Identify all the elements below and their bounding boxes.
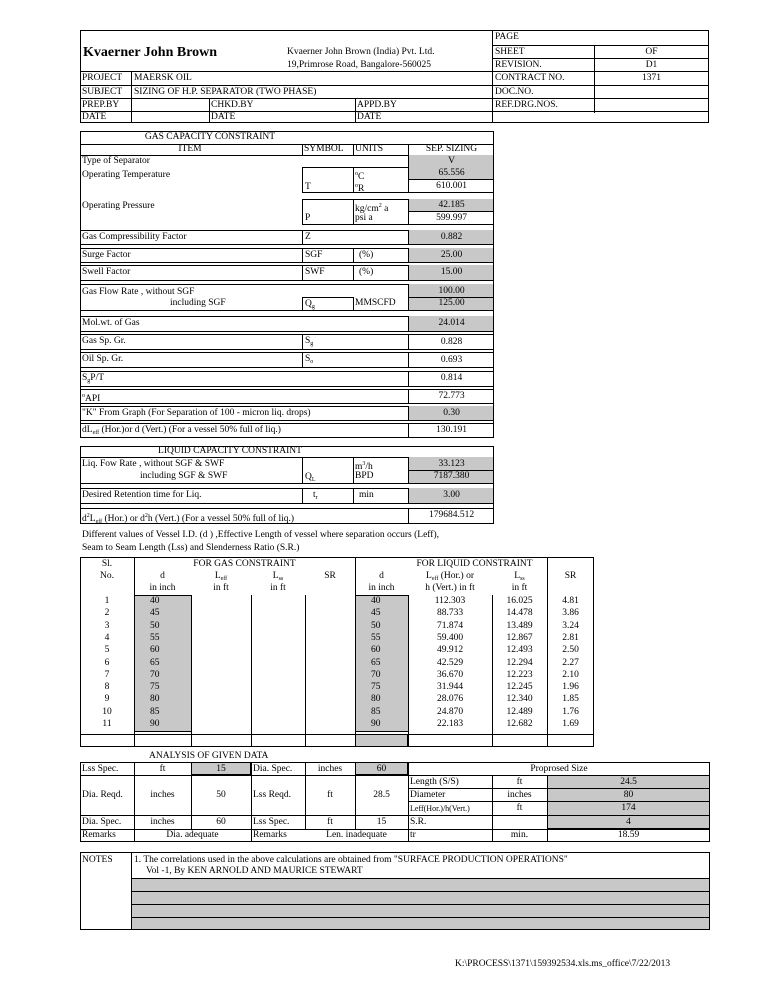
gas-col-sizing: SEP. SIZING	[425, 144, 478, 154]
lss-reqd-value: 28.5	[373, 790, 390, 800]
cell-sl: 3	[104, 620, 110, 631]
cell-gas-d: 75	[150, 682, 160, 693]
cell-sl: 2	[104, 608, 110, 619]
gas-col-units: UNITS	[355, 144, 383, 154]
leff-value: 174	[621, 803, 636, 813]
temp-label: Operating Temperature	[82, 170, 171, 180]
doc-label: DOC.NO.	[495, 87, 534, 97]
cell-sl: 10	[102, 706, 112, 717]
dia-reqd-value: 50	[216, 790, 226, 800]
cell-liq-sr: 3.86	[562, 608, 579, 619]
cell-gas-d: 85	[150, 706, 160, 717]
type-label: Type of Separator	[82, 156, 150, 166]
sgpt-label: $S_gP/T$	[82, 373, 105, 384]
api-value: 72.773	[438, 391, 465, 401]
th-liq-lss: $L_{ss}$	[514, 571, 525, 582]
ref-label: REF.DRG.NOS.	[495, 100, 558, 110]
liq-flow-label-1: Liq. Fow Rate , without SGF & SWF	[82, 459, 225, 469]
revision-value: D1	[645, 60, 658, 70]
temp-unit-r: $^o$R	[355, 183, 365, 194]
cell-liq-d: 50	[371, 620, 381, 631]
diameter-value: 80	[623, 790, 634, 800]
gas-flow-value-1: 100.00	[438, 286, 465, 296]
cell-sl: 7	[104, 669, 110, 680]
press-kg-value: 42.185	[438, 200, 465, 210]
cell-gas-d: 90	[150, 719, 160, 729]
th-gas-leff-unit: in ft	[213, 583, 229, 593]
cell-liq-lss: 16.025	[506, 596, 533, 606]
gas-flow-label-2: including SGF	[170, 298, 226, 308]
lss-spec-label: Lss Spec.	[82, 764, 119, 774]
cell-liq-lss: 12.493	[506, 645, 533, 656]
date-label-1: DATE	[82, 112, 107, 122]
length-ss-unit: ft	[516, 777, 523, 787]
cell-liq-d: 55	[371, 632, 381, 643]
dia-spec-value: 60	[376, 764, 387, 774]
diameter-unit: inches	[507, 790, 532, 800]
cell-liq-sr: 1.85	[562, 694, 579, 705]
cell-gas-d: 60	[150, 645, 160, 656]
tr-label: tr	[410, 830, 416, 840]
th-gas-d-unit: in inch	[149, 583, 176, 593]
surge-label: Surge Factor	[82, 250, 131, 260]
cell-liq-leff: 28.076	[436, 694, 464, 705]
th-liq-lss-unit: in ft	[511, 583, 528, 593]
z-value: 0.882	[440, 232, 463, 242]
gas-col-item: ITEM	[178, 144, 202, 154]
cell-sl: 5	[104, 645, 110, 656]
notes-line-1: 1. The correlations used in the above calculations are obtained from "SURFACE PRODUCTION OPERATIONS"	[134, 855, 568, 865]
temp-symbol: T	[305, 182, 311, 192]
cell-liq-d: 80	[371, 694, 381, 705]
cell-gas-d: 70	[150, 669, 160, 680]
cell-liq-leff: 112.303	[434, 596, 466, 606]
proposed-size-title: Proprosed Size	[530, 764, 588, 774]
tr-unit: min.	[510, 830, 529, 840]
liq-flow-label-2: including SGF & SWF	[140, 471, 228, 481]
cell-gas-d: 45	[150, 608, 160, 619]
th-gas-lss: $L_{ss}$	[272, 571, 284, 582]
gas-sg-label: Gas Sp. Gr.	[82, 336, 126, 346]
chkd-label: CHKD.BY	[211, 100, 254, 110]
swell-label: Swell Factor	[82, 267, 131, 277]
sheet-of: OF	[645, 47, 658, 57]
liq-flow-unit-2: BPD	[355, 471, 374, 481]
subject-value: SIZING OF H.P. SEPARATOR (TWO PHASE)	[134, 87, 317, 97]
intro-line-2: Seam to Seam Length (Lss) and Slenderness Ratio (S.R.)	[82, 543, 300, 553]
company-full-name: Kvaerner John Brown (India) Pvt. Ltd.	[287, 47, 435, 57]
surge-value: 25.00	[440, 250, 463, 260]
remarks-value-2: Len. inadequate	[326, 830, 387, 840]
gas-flow-unit: MMSCFD	[355, 298, 396, 308]
liquid-section-title: LIQUID CAPACITY CONSTRAINT	[158, 446, 302, 456]
cell-liq-leff: 59.400	[436, 632, 464, 643]
cell-gas-d: 40	[150, 596, 160, 606]
temp-unit-c: $^o$C	[355, 171, 365, 182]
lss-spec2-label: Lss Spec.	[253, 817, 290, 827]
dleff-value: 130.191	[436, 425, 467, 435]
press-label: Operating Pressure	[82, 201, 155, 211]
type-value: V	[448, 156, 455, 166]
sgpt-value: 0.814	[440, 373, 463, 383]
oil-sg-value: 0.693	[440, 355, 463, 365]
prep-label: PREP.BY	[82, 100, 120, 110]
cell-liq-d: 45	[371, 608, 381, 619]
dia-spec-label: Dia. Spec.	[253, 764, 293, 774]
cell-liq-d: 85	[371, 706, 381, 717]
cell-liq-lss: 13.489	[506, 620, 533, 631]
cell-liq-sr: 1.96	[562, 682, 579, 693]
date-label-2: DATE	[211, 112, 236, 122]
retention-label: Desired Retention time for Liq.	[82, 490, 202, 500]
th-no: No.	[100, 571, 114, 581]
gas-sg-symbol: $S_g$	[305, 336, 314, 347]
page-label: PAGE	[495, 32, 519, 42]
cell-liq-leff: 88.733	[436, 608, 464, 619]
date-label-3: DATE	[357, 112, 382, 122]
cell-liq-leff: 31.944	[436, 682, 464, 693]
cell-liq-leff: 49.912	[436, 645, 464, 656]
cell-sl: 8	[104, 682, 110, 693]
cell-liq-lss: 12.867	[506, 632, 533, 643]
analysis-title: ANALYSIS OF GIVEN DATA	[149, 751, 269, 761]
lss-spec2-value: 15	[376, 817, 387, 827]
cell-gas-d: 65	[150, 657, 160, 668]
cell-liq-lss: 12.294	[506, 657, 533, 668]
sheet-label: SHEET	[495, 47, 525, 57]
cell-liq-sr: 1.69	[562, 719, 579, 729]
th-liq-d-unit: in inch	[368, 583, 395, 593]
lss-reqd-label: Lss Reqd.	[253, 790, 291, 800]
z-symbol: Z	[305, 232, 311, 242]
cell-liq-lss: 12.682	[506, 719, 533, 729]
notes-label: NOTES	[82, 855, 113, 865]
project-value: MAERSK OIL	[134, 73, 192, 83]
dia-reqd-label: Dia. Reqd.	[82, 790, 123, 800]
gas-section-title: GAS CAPACITY CONSTRAINT	[144, 132, 276, 142]
remarks-value-1: Dia. adequate	[166, 830, 219, 840]
contract-value: 1371	[642, 73, 661, 83]
cell-liq-sr: 1.76	[562, 706, 579, 717]
cell-liq-lss: 12.245	[506, 682, 533, 693]
tr-value: 18.59	[617, 830, 640, 840]
press-symbol: P	[305, 213, 311, 223]
length-ss-label: Length (S/S)	[410, 777, 459, 787]
cell-liq-lss: 12.489	[506, 706, 533, 717]
cell-liq-sr: 2.50	[562, 645, 579, 656]
lss-spec-unit: ft	[159, 764, 166, 774]
k-value: 0.30	[443, 408, 460, 418]
cell-liq-d: 90	[371, 719, 381, 729]
cell-liq-sr: 2.81	[562, 632, 579, 643]
liq-flow-value-1: 33.123	[438, 459, 465, 469]
gas-flow-symbol: $Q_g$	[305, 299, 315, 310]
remarks-label-1: Remarks	[82, 830, 116, 840]
gas-col-symbol: SYMBOL	[304, 144, 344, 154]
cell-liq-d: 60	[371, 645, 381, 656]
liq-flow-value-2: 7187.380	[433, 471, 470, 481]
cell-sl: 6	[104, 657, 110, 668]
th-gas-leff: $L_{eff}$	[214, 571, 228, 582]
lss-spec2-unit: ft	[327, 817, 333, 827]
swell-symbol: SWF	[305, 267, 325, 277]
z-label: Gas Compressibility Factor	[82, 232, 187, 242]
cell-liq-sr: 3.24	[562, 620, 579, 631]
leff-label: Leff(Hor.)/h(Vert.)	[410, 804, 470, 813]
temp-r-value: 610.001	[436, 181, 467, 191]
length-ss-value: 24.5	[620, 777, 637, 787]
api-label: $^o$API	[82, 393, 101, 404]
lss-spec-value: 15	[216, 764, 226, 774]
sr-label: S.R.	[410, 817, 427, 827]
company-address: 19,Primrose Road, Bangalore-560025	[287, 60, 432, 70]
cell-gas-d: 50	[150, 620, 160, 631]
cell-liq-sr: 4.81	[562, 596, 579, 606]
d2leff-label: $d^2L_{eff}$ (Hor.) or $d^2h$ (Vert.) (For a vessel 50% full of liq.)	[82, 513, 295, 525]
surge-symbol: SGF	[305, 250, 323, 260]
molwt-label: Mol.wt. of Gas	[82, 318, 140, 328]
th-liq-leff: $L_{eff}$ (Hor.) or	[426, 571, 474, 582]
cell-liq-lss: 12.340	[506, 694, 533, 705]
cell-liq-lss: 12.223	[506, 669, 533, 680]
intro-line-1: Different values of Vessel I.D. (d ) ,Effective Length of vessel where separation occurs (Leff),	[82, 530, 439, 540]
cell-sl: 9	[104, 694, 110, 705]
remarks-label-2: Remarks	[253, 830, 287, 840]
cell-liq-sr: 2.10	[562, 669, 579, 680]
th-liq-d: d	[379, 571, 384, 581]
dia-spec2-unit: inches	[150, 817, 175, 827]
notes-line-2: Vol -1, By KEN ARNOLD AND MAURICE STEWART	[146, 866, 363, 876]
th-gas: FOR GAS CONSTRAINT	[193, 559, 296, 569]
dia-spec-unit: inches	[317, 764, 343, 774]
gas-sg-value: 0.828	[440, 337, 463, 347]
swell-unit: (%)	[359, 267, 374, 277]
subject-label: SUBJECT	[82, 87, 123, 97]
press-unit-kg: $kg/cm^2$ a	[355, 203, 389, 214]
diameter-label: Diameter	[410, 790, 446, 800]
oil-sg-symbol: $S_o$	[305, 354, 314, 365]
cell-liq-leff: 22.183	[436, 719, 464, 729]
retention-symbol: $t_r$	[313, 490, 318, 501]
press-unit-psi: psi a	[355, 213, 373, 223]
retention-value: 3.00	[443, 490, 460, 500]
cell-liq-d: 70	[371, 669, 381, 680]
sr-value: 4	[626, 817, 631, 827]
th-gas-sr: SR	[324, 571, 336, 581]
th-liq-sr: SR	[564, 571, 577, 581]
cell-liq-d: 65	[371, 657, 381, 668]
appd-label: APPD.BY	[357, 100, 397, 110]
cell-sl: 4	[104, 632, 110, 643]
retention-unit: min	[359, 490, 374, 500]
leff-unit: ft	[516, 803, 523, 813]
temp-c-value: 65.556	[438, 168, 465, 178]
molwt-value: 24.014	[438, 318, 465, 328]
liq-flow-symbol: $Q_L$	[305, 472, 316, 483]
surge-unit: (%)	[359, 250, 374, 260]
cell-gas-d: 80	[150, 694, 160, 705]
oil-sg-label: Oil Sp. Gr.	[82, 354, 124, 364]
cell-gas-d: 55	[150, 632, 160, 643]
press-psi-value: 599.997	[436, 213, 467, 223]
cell-sl: 1	[104, 596, 110, 606]
th-liquid: FOR LIQUID CONSTRAINT	[416, 559, 533, 569]
cell-liq-d: 75	[371, 682, 381, 693]
cell-liq-sr: 2.27	[562, 657, 579, 668]
project-label: PROJECT	[82, 73, 123, 83]
th-sl: Sl.	[101, 559, 113, 569]
gas-flow-label-1: Gas Flow Rate , without SGF	[82, 287, 195, 297]
cell-liq-lss: 14.478	[506, 608, 533, 619]
company-name: Kvaerner John Brown	[83, 45, 218, 60]
gas-flow-value-2: 125.00	[438, 298, 465, 308]
lss-reqd-unit: ft	[327, 790, 333, 800]
revision-label: REVISION.	[495, 60, 542, 70]
dleff-label: $dL_{eff}$ (Hor.)or d (Vert.) (For a vessel 50% full of liq.)	[82, 425, 281, 436]
th-gas-d: d	[160, 571, 165, 581]
swell-value: 15.00	[440, 267, 463, 277]
liq-flow-unit-1: $m^3/h$	[355, 461, 373, 472]
cell-sl: 11	[102, 719, 112, 729]
contract-label: CONTRACT NO.	[495, 73, 565, 83]
cell-liq-leff: 42.529	[436, 657, 464, 668]
th-liq-leff-unit: h (Vert.) in ft	[425, 583, 475, 593]
cell-liq-leff: 71.874	[436, 620, 464, 631]
cell-liq-d: 40	[371, 596, 381, 606]
dia-spec2-value: 60	[216, 817, 226, 827]
cell-liq-leff: 24.870	[436, 706, 464, 717]
footer-path: K:\PROCESS\1371\159392534.xls.ms_office\7/22/2013	[455, 959, 671, 969]
dia-spec2-label: Dia. Spec.	[82, 817, 122, 827]
dia-reqd-unit: inches	[150, 790, 175, 800]
d2leff-value: 179684.512	[428, 510, 475, 520]
k-label: "K" From Graph (For Separation of 100 - micron liq. drops)	[82, 408, 311, 418]
th-gas-lss-unit: in ft	[270, 583, 286, 593]
cell-liq-leff: 36.670	[436, 669, 464, 680]
